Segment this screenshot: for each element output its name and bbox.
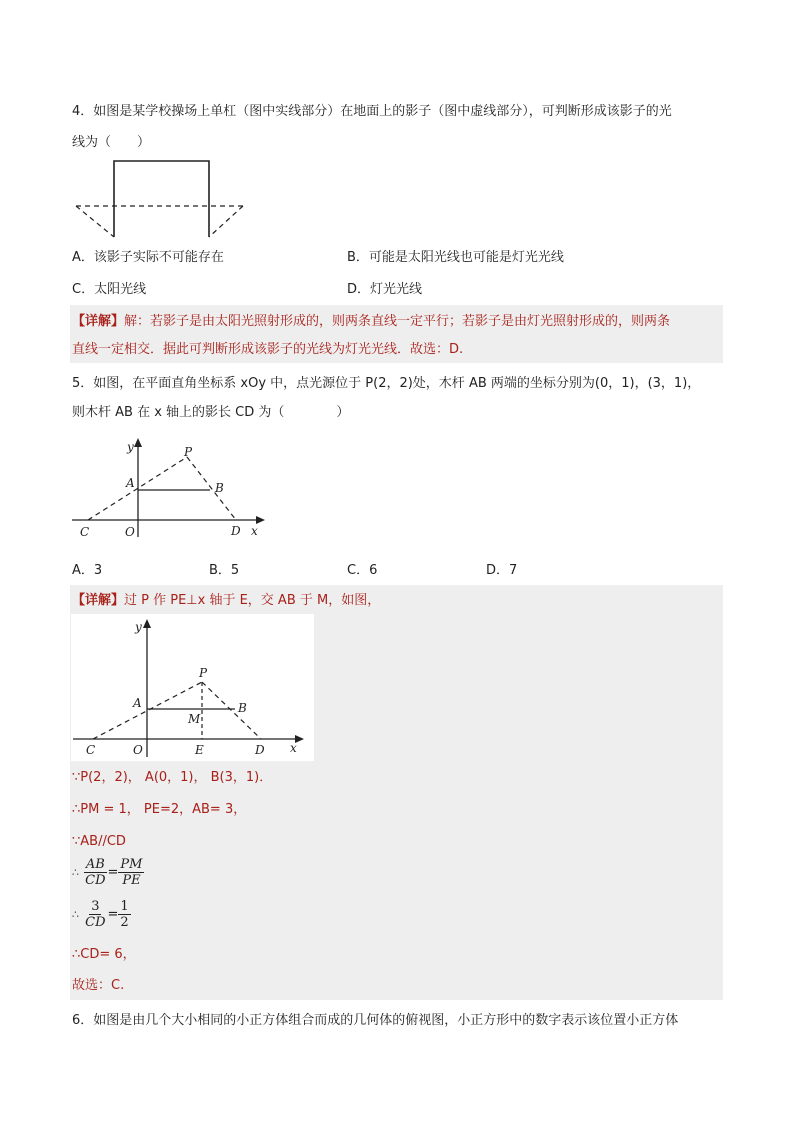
q4-detail-text1: 解：若影子是由太阳光照射形成的，则两条直线一定平行；若影子是由灯光照射形成的，则两条 xyxy=(124,314,671,329)
q4-horizontal-bar-figure xyxy=(70,155,250,245)
q5s-label-c: C xyxy=(86,743,96,757)
q5s-label-a: A xyxy=(133,696,142,710)
q5-y-arrow xyxy=(134,438,142,447)
q5-frac2-left: $\frac{3}{CD}$ xyxy=(85,899,106,930)
q4-shadow-left xyxy=(76,206,114,237)
q5-detail-line1 xyxy=(72,591,380,611)
q5-frac2-right: $\frac{1}{2}$ xyxy=(120,899,129,930)
q5-label-y: y xyxy=(127,440,134,454)
q5s-label-d: D xyxy=(255,743,265,757)
q5-fraction-equation-1 xyxy=(72,857,144,888)
q5-ray-pd xyxy=(187,457,236,520)
q4-option-d: D．灯光光线 xyxy=(347,282,423,297)
q6-text-line1: 6．如图是由几个大小相同的小正方体组合而成的几何体的俯视图，小正方形中的数字表示该位置小正方体 xyxy=(72,1013,679,1028)
q5s-label-m: M xyxy=(188,712,201,726)
q5-label-o: O xyxy=(125,525,135,539)
q4-detail-tag: 【详解】 xyxy=(72,314,125,329)
q5-step2: ∴PM = 1， PE=2，AB= 3， xyxy=(72,802,247,817)
q5-label-d: D xyxy=(231,524,241,538)
q4-option-a: A．该影子实际不可能存在 xyxy=(72,250,224,265)
q5-frac1-left: $\frac{AB}{CD}$ xyxy=(85,857,106,888)
q5-label-c: C xyxy=(80,525,90,539)
q5-label-a: A xyxy=(126,476,135,490)
q5-label-b: B xyxy=(215,481,224,495)
q5-option-b: B．5 xyxy=(209,563,240,578)
q4-detail-line1 xyxy=(72,312,670,332)
q4-option-c: C．太阳光线 xyxy=(72,282,147,297)
q5-frac1-eq: = xyxy=(107,865,119,880)
q5-solution-figure xyxy=(71,614,314,761)
q5-text-line1: 5．如图，在平面直角坐标系 xOy 中，点光源位于 P(2，2)处，木杆 AB 两端的坐标分别为(0，1)，(3，1)， xyxy=(72,376,701,391)
q5-step3: ∵AB//CD xyxy=(72,834,126,849)
q5s-label-x: x xyxy=(290,741,297,755)
q5-step1: ∵P(2，2)， A(0，1)， B(3，1)． xyxy=(72,770,273,785)
q5-detail-tag: 【详解】 xyxy=(72,593,125,608)
q5-option-d: D．7 xyxy=(486,563,518,578)
q5-frac2-prefix: ∴ xyxy=(72,908,79,921)
q4-bar-solid xyxy=(114,161,209,237)
q5s-label-o: O xyxy=(133,743,143,757)
q5-figure xyxy=(70,437,270,547)
q4-detail-line2: 直线一定相交．据此可判断形成该影子的光线为灯光光线．故选：D. xyxy=(72,342,464,357)
q4-shadow-right xyxy=(209,206,243,237)
q5s-label-p: P xyxy=(199,666,208,680)
q5-label-x: x xyxy=(251,524,258,538)
q5-option-a: A．3 xyxy=(72,563,103,578)
q5s-label-y: y xyxy=(135,620,142,634)
q5-x-arrow xyxy=(256,516,265,524)
q5-frac1-prefix: ∴ xyxy=(72,866,79,879)
q5-frac1-right: $\frac{PM}{PE}$ xyxy=(120,857,143,888)
q5-option-c: C．6 xyxy=(347,563,378,578)
q5-answer: 故选：C. xyxy=(72,978,125,993)
q5-label-p: P xyxy=(184,445,193,459)
q4-text-line2: 线为（ ） xyxy=(72,135,151,150)
q5-detail-text1: 过 P 作 PE⊥x 轴于 E，交 AB 于 M，如图， xyxy=(124,593,381,608)
q5s-label-e: E xyxy=(195,743,204,757)
q4-text-line1: 4．如图是某学校操场上单杠（图中实线部分）在地面上的影子（图中虚线部分），可判断形成该影子的光 xyxy=(72,104,672,119)
q5-text-line2: 则木杆 AB 在 x 轴上的影长 CD 为（ ） xyxy=(72,405,350,420)
q4-option-b: B．可能是太阳光线也可能是灯光光线 xyxy=(347,250,564,265)
q5-fraction-equation-2 xyxy=(72,899,131,930)
q5-frac2-eq: = xyxy=(107,907,119,922)
q5s-label-b: B xyxy=(238,701,247,715)
q5-conclusion: ∴CD= 6， xyxy=(72,947,136,962)
